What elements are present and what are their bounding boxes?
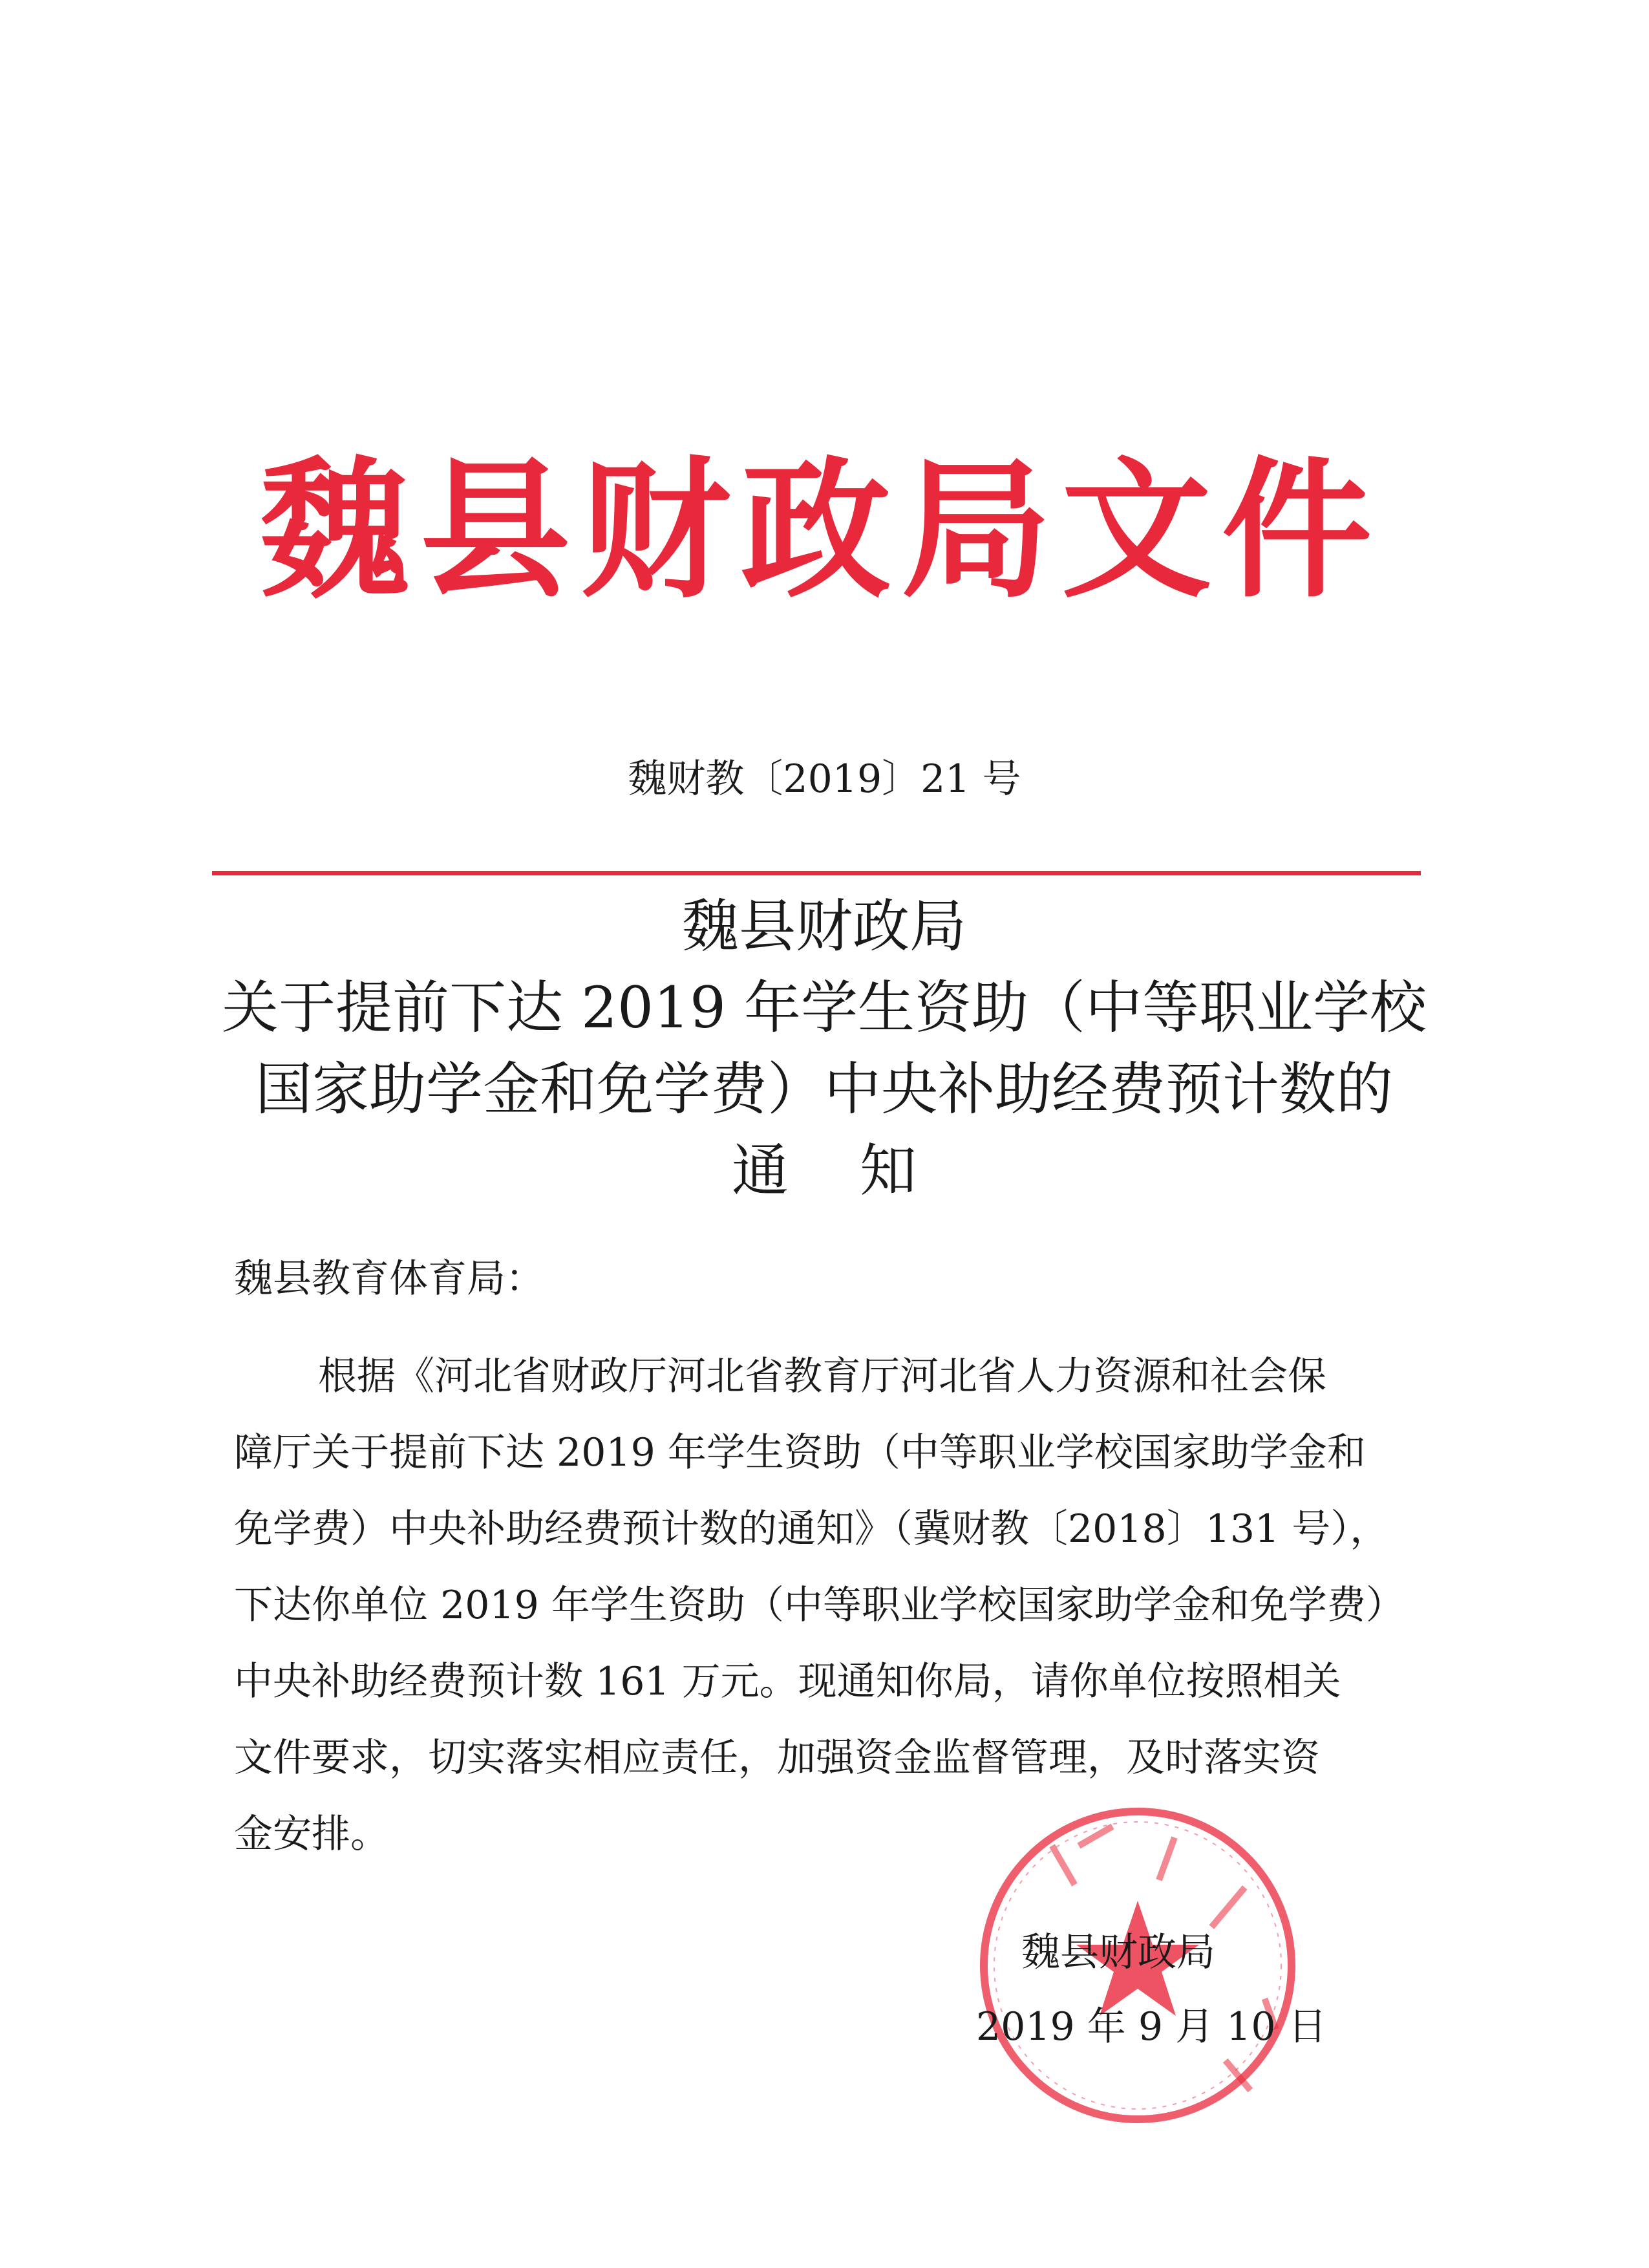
- title-line-4: 通知: [731, 1137, 988, 1204]
- body-line: 免学费）中央补助经费预计数的通知》（冀财教〔2018〕131 号），: [234, 1506, 1389, 1552]
- body-line: 中央补助经费预计数 161 万元。现通知你局，请你单位按照相关: [234, 1659, 1341, 1704]
- signature-organization: 魏县财政局: [1021, 1930, 1215, 1975]
- body-line: 障厅关于提前下达 2019 年学生资助（中等职业学校国家助学金和: [234, 1430, 1366, 1475]
- title-line-1: 魏县财政局: [681, 893, 966, 959]
- document-number: 魏财教〔2019〕21 号: [628, 756, 1021, 802]
- body-line: 文件要求，切实落实相应责任，加强资金监督管理，及时落实资: [234, 1735, 1320, 1781]
- title-line-2: 关于提前下达 2019 年学生资助（中等职业学校: [222, 974, 1427, 1041]
- title-line-3: 国家助学金和免学费）中央补助经费预计数的: [255, 1056, 1393, 1122]
- body-line: 下达你单位 2019 年学生资助（中等职业学校国家助学金和免学费）: [234, 1583, 1405, 1628]
- document-header-title: 魏县财政局文件: [259, 442, 1382, 618]
- document-title: [194, 886, 1454, 1212]
- red-divider-line: [212, 871, 1421, 875]
- signature-date: 2019 年 9 月 10 日: [976, 2004, 1327, 2049]
- body-paragraph: [234, 1338, 1462, 1872]
- body-line: 金安排。: [234, 1812, 389, 1857]
- body-line: 根据《河北省财政厅河北省教育厅河北省人力资源和社会保: [318, 1354, 1326, 1399]
- addressee: 魏县教育体育局：: [234, 1256, 544, 1301]
